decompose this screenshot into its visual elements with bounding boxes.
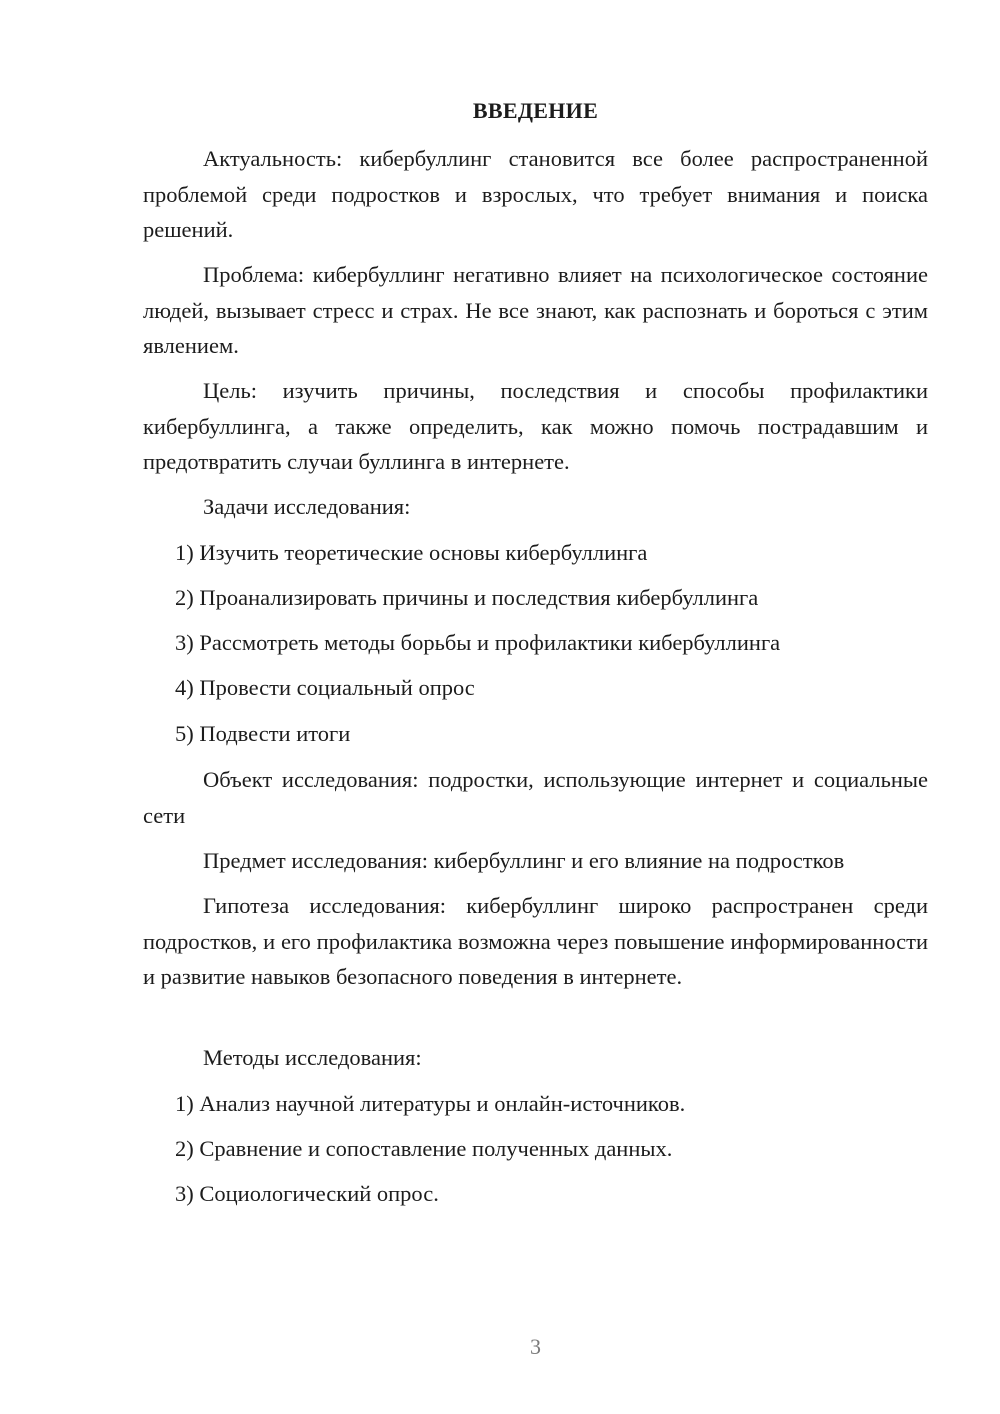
page-number: 3 (530, 1334, 541, 1359)
task-item-3: 3) Рассмотреть методы борьбы и профилактики кибербуллинга (175, 630, 781, 655)
relevance-paragraph: Актуальность: кибербуллинг становится все более распространенной проблемой среди подростков и взрослых, что требует внимания и поиска решений. (143, 146, 928, 242)
object-paragraph: Объект исследования: подростки, использующие интернет и социальные сети (143, 767, 928, 828)
hypothesis-paragraph: Гипотеза исследования: кибербуллинг широко распространен среди подростков, и его профилактика возможна через повышение информированности и развитие навыков безопасного поведения в интернете. (143, 893, 928, 989)
task-item-5: 5) Подвести итоги (175, 721, 351, 746)
task-item-1: 1) Изучить теоретические основы кибербуллинга (175, 540, 648, 565)
method-item-1: 1) Анализ научной литературы и онлайн-источников. (175, 1091, 686, 1116)
methods-heading: Методы исследования: (203, 1045, 422, 1070)
subject-paragraph: Предмет исследования: кибербуллинг и его влияние на подростков (203, 848, 845, 873)
section-title: ВВЕДЕНИЕ (472, 98, 599, 123)
problem-paragraph: Проблема: кибербуллинг негативно влияет на психологическое состояние людей, вызывает стресс и страх. Не все знают, как распознать и бороться с этим явлением. (143, 262, 928, 358)
method-item-2: 2) Сравнение и сопоставление полученных данных. (175, 1136, 673, 1161)
tasks-heading: Задачи исследования: (203, 494, 411, 519)
task-item-2: 2) Проанализировать причины и последствия кибербуллинга (175, 585, 759, 610)
method-item-3: 3) Социологический опрос. (175, 1181, 439, 1206)
task-item-4: 4) Провести социальный опрос (175, 675, 475, 700)
goal-paragraph: Цель: изучить причины, последствия и способы профилактики кибербуллинга, а также определить, как можно помочь пострадавшим и предотвратить случаи буллинга в интернете. (143, 378, 928, 474)
